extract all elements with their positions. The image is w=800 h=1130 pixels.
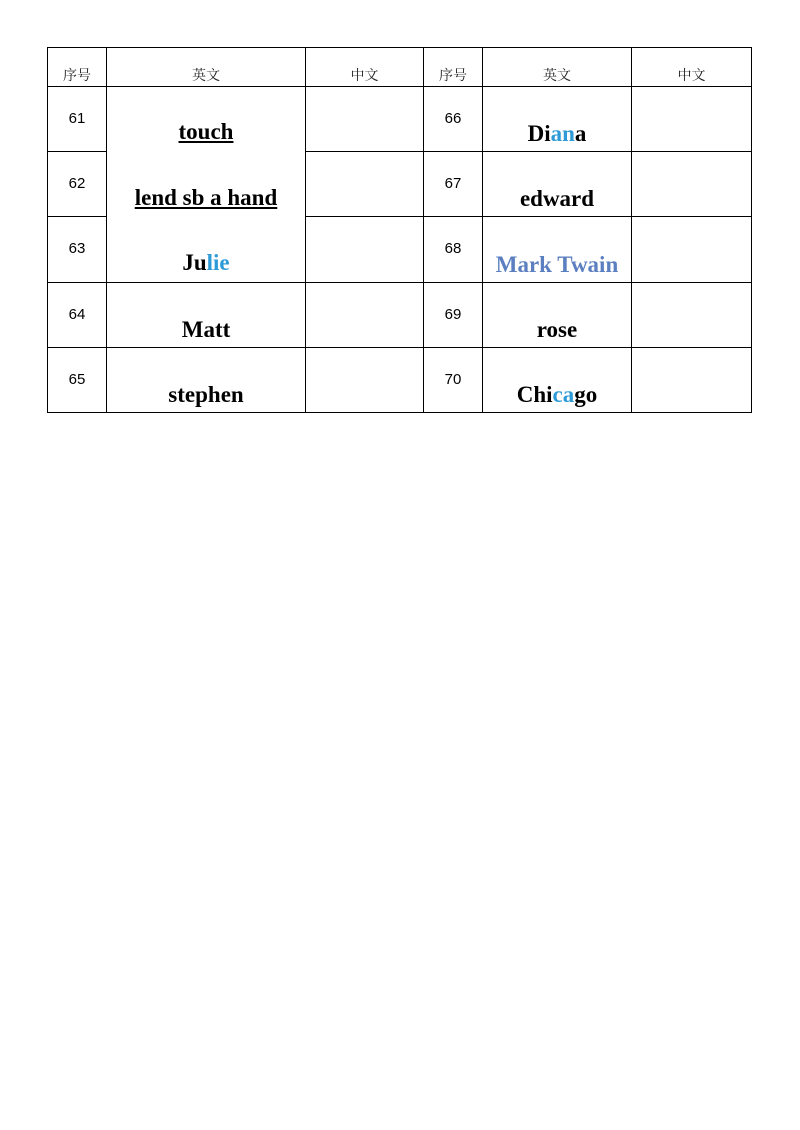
word-segment: lend sb a hand: [134, 185, 278, 211]
word-segment: Mark Twain: [495, 251, 619, 277]
word-entry: [107, 347, 306, 412]
word-text: [528, 121, 587, 146]
chinese-answer-cell: [632, 347, 752, 412]
word-segment: lie: [206, 250, 230, 276]
word-entry: [107, 119, 305, 145]
row-number: 63: [48, 217, 107, 282]
table-row: [48, 347, 752, 412]
word-segment: a: [574, 121, 587, 147]
word-entry: [107, 282, 306, 347]
word-segment: touch: [178, 119, 234, 145]
word-text: [135, 185, 278, 210]
word-text: [182, 317, 231, 342]
chinese-answer-cell: [306, 217, 424, 282]
row-number: 61: [48, 87, 107, 152]
row-number: 62: [48, 152, 107, 217]
header-english-right: 英文: [483, 48, 632, 87]
word-entry: [483, 347, 632, 412]
word-entry: [483, 87, 632, 152]
header-chinese-left: 中文: [306, 48, 424, 87]
word-text: [182, 250, 229, 275]
word-segment: ca: [552, 382, 575, 407]
word-segment: Di: [527, 121, 551, 147]
word-entry: [483, 282, 632, 347]
merged-english-cell: [107, 87, 306, 283]
row-number: 68: [424, 217, 483, 282]
row-number: 64: [48, 282, 107, 347]
chinese-answer-cell: [632, 217, 752, 282]
header-number-left: 序号: [48, 48, 107, 87]
word-segment: rose: [536, 316, 578, 342]
word-text: [520, 186, 594, 211]
header-chinese-right: 中文: [632, 48, 752, 87]
word-text: [537, 317, 577, 342]
word-segment: an: [550, 121, 575, 147]
chinese-answer-cell: [306, 87, 424, 152]
header-number-right: 序号: [424, 48, 483, 87]
word-segment: Chi: [516, 382, 553, 407]
vocabulary-table: [47, 47, 752, 413]
word-entry: [483, 152, 632, 217]
word-entry: [107, 250, 305, 276]
word-segment: stephen: [168, 382, 244, 407]
chinese-answer-cell: [306, 347, 424, 412]
word-segment: edward: [519, 186, 595, 212]
row-number: 65: [48, 347, 107, 412]
word-segment: Ju: [182, 250, 207, 276]
word-entry: [107, 185, 305, 211]
chinese-answer-cell: [306, 152, 424, 217]
row-number: 69: [424, 282, 483, 347]
word-text: [179, 119, 234, 144]
row-number: 67: [424, 152, 483, 217]
header-english-left: 英文: [107, 48, 306, 87]
word-text: [517, 382, 598, 407]
row-number: 66: [424, 87, 483, 152]
chinese-answer-cell: [632, 282, 752, 347]
word-text: [168, 382, 243, 407]
word-text: [496, 252, 618, 277]
header-row: [48, 48, 752, 87]
word-entry: [483, 217, 632, 282]
chinese-answer-cell: [632, 152, 752, 217]
chinese-answer-cell: [306, 282, 424, 347]
word-segment: Matt: [181, 316, 231, 342]
chinese-answer-cell: [632, 87, 752, 152]
row-number: 70: [424, 347, 483, 412]
table-row: [48, 87, 752, 152]
word-segment: go: [574, 382, 598, 407]
table-row: [48, 282, 752, 347]
